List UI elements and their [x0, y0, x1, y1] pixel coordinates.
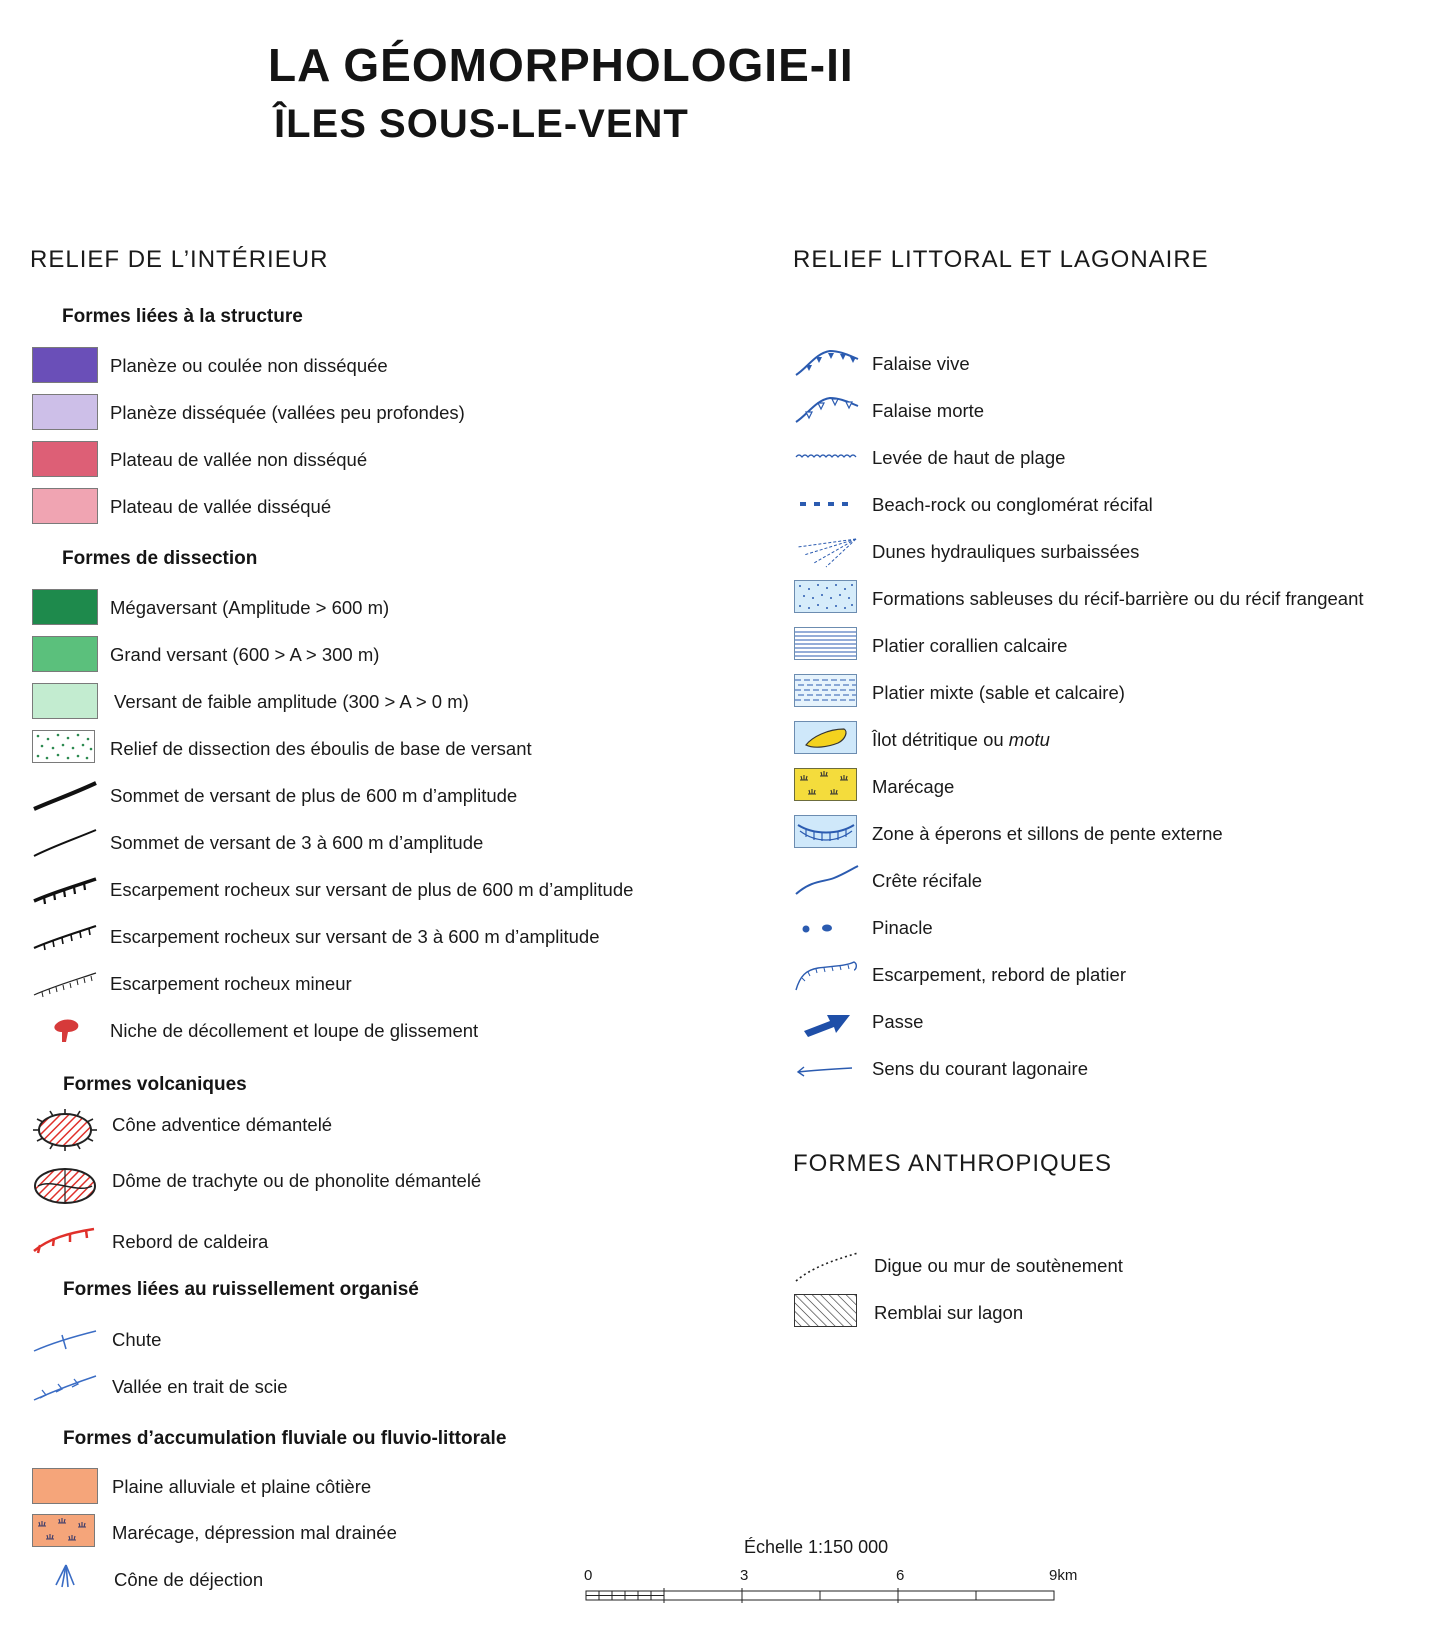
blue-wavy-line-icon [794, 439, 860, 475]
scale-bar [584, 1588, 1060, 1604]
legend-item-pinacle: Pinacle [794, 909, 1439, 953]
legend-item-plaine-alluviale: Plaine alluviale et plaine côtière [32, 1468, 712, 1512]
blue-curve-icon [794, 862, 860, 898]
blue-dune-rays-icon [794, 533, 860, 569]
hatched-swatch-icon [794, 1294, 860, 1330]
group-heading-structure: Formes liées à la structure [62, 306, 303, 327]
scale-tick-3: 3 [740, 1567, 749, 1584]
legend-item-grand-versant: Grand versant (600 > A > 300 m) [32, 636, 712, 680]
legend-item-falaise-vive: Falaise vive [794, 345, 1439, 389]
legend-item-ilot-detritique: Îlot détritique ou motu [794, 721, 1439, 765]
blue-live-cliff-icon [794, 345, 860, 381]
legend-item-crete-recifale: Crête récifale [794, 862, 1439, 906]
group-heading-accumulation: Formes d’accumulation fluviale ou fluvio-littorale [63, 1428, 507, 1449]
legend-item-chute: Chute [32, 1321, 712, 1365]
lilac-swatch [32, 394, 98, 430]
legend-item-cone-dejection: Cône de déjection [32, 1561, 712, 1605]
group-heading-runoff: Formes liées au ruissellement organisé [63, 1279, 419, 1300]
section-heading-anthropic: FORMES ANTHROPIQUES [793, 1150, 1113, 1177]
legend-item-digue: Digue ou mur de soutènement [794, 1247, 1439, 1291]
legend-item-vallee-scie: Vallée en trait de scie [32, 1368, 712, 1412]
yellow-islet-icon [794, 721, 860, 757]
purple-swatch [32, 347, 98, 383]
legend-item-courant-lagonaire: Sens du courant lagonaire [794, 1050, 1439, 1094]
legend-item-plateau-non-disseque: Plateau de vallée non disséqué [32, 441, 712, 485]
light-green-swatch [32, 683, 98, 719]
legend-item-formations-sableuses: Formations sableuses du récif-barrière ou du récif frangeant [794, 580, 1439, 624]
red-hatched-dome-icon [32, 1166, 98, 1210]
dark-green-swatch [32, 589, 98, 625]
red-slide-scar-icon [32, 1012, 98, 1048]
blue-dotted-swatch-icon [794, 580, 860, 616]
red-hatched-cone-icon [32, 1108, 98, 1152]
legend-item-megaversant: Mégaversant (Amplitude > 600 m) [32, 589, 712, 633]
blue-dots-icon [794, 909, 860, 945]
scale-tick-0: 0 [584, 1567, 593, 1584]
legend-item-beach-rock: Beach-rock ou conglomérat récifal [794, 486, 1439, 530]
legend-item-plateau-disseque: Plateau de vallée disséqué [32, 488, 712, 532]
pink-swatch [32, 488, 98, 524]
legend-item-sommet-3-600: Sommet de versant de 3 à 600 m d’amplitude [32, 824, 712, 868]
legend-item-cone-adventice: Cône adventice démantelé [32, 1112, 712, 1156]
thick-hachured-line-icon [32, 871, 98, 907]
spur-groove-icon [794, 815, 860, 851]
section-heading-littoral: RELIEF LITTORAL ET LAGONAIRE [793, 246, 1209, 273]
blue-dashes-icon [794, 486, 860, 522]
marsh-tufts-icon [32, 1514, 98, 1550]
red-pink-swatch [32, 441, 98, 477]
map-title: LA GÉOMORPHOLOGIE-II [268, 39, 854, 91]
map-subtitle: ÎLES SOUS-LE-VENT [274, 102, 689, 146]
legend-item-planeze-dissequee: Planèze disséquée (vallées peu profondes) [32, 394, 712, 438]
red-caldera-rim-icon [32, 1223, 98, 1259]
legend-item-escarpement-3-600: Escarpement rocheux sur versant de 3 à 600 m d’amplitude [32, 918, 712, 962]
dotted-line-icon [794, 1247, 860, 1283]
section-heading-interior: RELIEF DE L’INTÉRIEUR [30, 246, 329, 273]
orange-swatch [32, 1468, 98, 1504]
legend-item-sommet-600: Sommet de versant de plus de 600 m d’amplitude [32, 777, 712, 821]
medium-hachured-line-icon [32, 918, 98, 954]
green-swatch [32, 636, 98, 672]
blue-fan-icon [32, 1561, 98, 1597]
legend-item-versant-faible: Versant de faible amplitude (300 > A > 0 m) [32, 683, 712, 727]
legend-item-marecage: Marécage [794, 768, 1439, 812]
legend-item-levee-plage: Levée de haut de plage [794, 439, 1439, 483]
legend-item-escarpement-platier: Escarpement, rebord de platier [794, 956, 1439, 1000]
blue-dashed-swatch-icon [794, 674, 860, 710]
legend-item-caldeira: Rebord de caldeira [32, 1223, 712, 1267]
legend-item-platier-mixte: Platier mixte (sable et calcaire) [794, 674, 1439, 718]
blue-waterfall-line-icon [32, 1321, 98, 1357]
thick-black-line-icon [32, 777, 98, 813]
scale-tick-6: 6 [896, 1567, 905, 1584]
legend-item-escarpement-600: Escarpement rocheux sur versant de plus de 600 m d’amplitude [32, 871, 712, 915]
legend-item-dome-trachyte: Dôme de trachyte ou de phonolite démantelé [32, 1168, 712, 1212]
thin-black-line-icon [32, 824, 98, 860]
legend-item-platier-corallien: Platier corallien calcaire [794, 627, 1439, 671]
blue-arrow-icon [794, 1003, 860, 1039]
group-heading-dissection: Formes de dissection [62, 548, 258, 569]
blue-dead-cliff-icon [794, 392, 860, 428]
legend-item-dunes-hydrauliques: Dunes hydrauliques surbaissées [794, 533, 1439, 577]
blue-hachured-arc-icon [794, 956, 860, 992]
blue-lined-swatch-icon [794, 627, 860, 663]
thin-blue-arrow-icon [794, 1050, 860, 1086]
dotted-green-swatch-icon [32, 730, 98, 766]
legend-item-marecage-depression: Marécage, dépression mal drainée [32, 1514, 712, 1558]
scale-label: Échelle 1:150 000 [744, 1537, 889, 1557]
legend-item-passe: Passe [794, 1003, 1439, 1047]
legend-item-falaise-morte: Falaise morte [794, 392, 1439, 436]
group-heading-volcanic: Formes volcaniques [63, 1074, 247, 1095]
legend-item-eboulis: Relief de dissection des éboulis de base de versant [32, 730, 712, 774]
legend-item-escarpement-mineur: Escarpement rocheux mineur [32, 965, 712, 1009]
legend-item-remblai: Remblai sur lagon [794, 1294, 1439, 1338]
legend-item-eperons-sillons: Zone à éperons et sillons de pente externe [794, 815, 1439, 859]
thin-hachured-line-icon [32, 965, 98, 1001]
legend-item-niche-decollement: Niche de décollement et loupe de glissement [32, 1012, 712, 1056]
blue-arrowed-line-icon [32, 1368, 98, 1404]
yellow-marsh-icon [794, 768, 860, 804]
scale-tick-9: 9km [1049, 1567, 1078, 1584]
legend-item-planeze-non-dissequee: Planèze ou coulée non disséquée [32, 347, 712, 391]
